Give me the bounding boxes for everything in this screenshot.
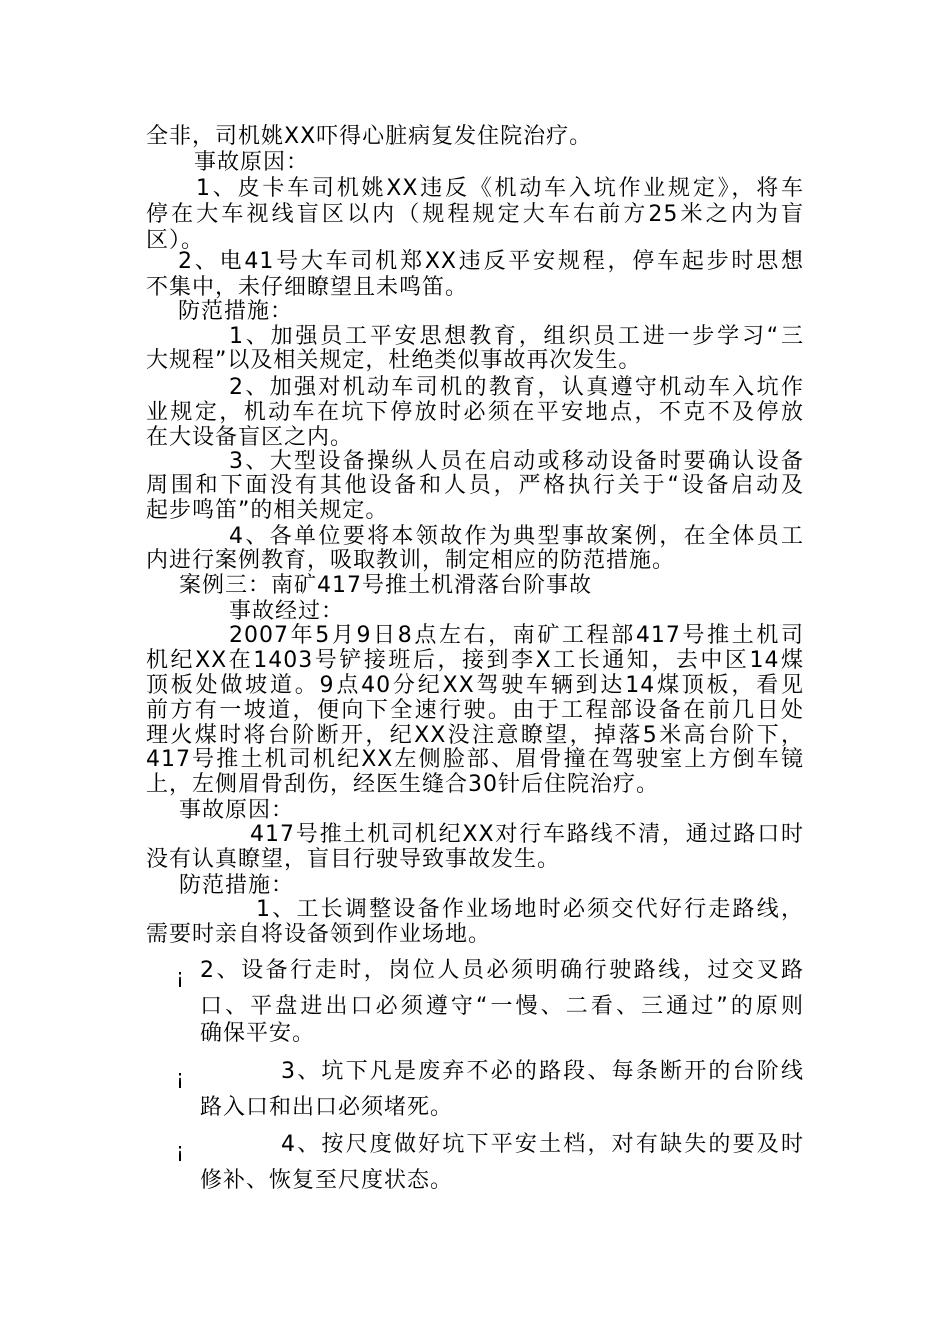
text-line: 停在大车视线盲区以内（规程规定大车右前方25米之内为盲: [146, 202, 804, 227]
case-heading: 案例三：南矿417号推土机滑落台阶事故: [179, 573, 592, 598]
text-line: 2、加强对机动车司机的教育，认真遵守机动车入坑作: [229, 375, 804, 400]
section-heading: 防范措施：: [178, 299, 294, 324]
text-line: 没有认真瞭望，盲目行驶导致事故发生。: [146, 847, 561, 872]
text-line: 在大设备盲区之内。: [146, 425, 354, 450]
text-line: 4、按尺度做好坑下平安土档，对有缺失的要及时: [281, 1132, 804, 1157]
text-line: 口、平盘进出口必须遵守“一慢、二看、三通过”的原则: [200, 994, 804, 1019]
text-line: 机纪XX在1403号铲接班后，接到李X工长通知，去中区14煤: [146, 648, 804, 673]
text-line: 1、加强员工平安思想教育，组织员工进一步学习“三: [229, 324, 804, 349]
text-line: 确保平安。: [200, 1021, 316, 1046]
section-heading: 事故原因：: [194, 150, 310, 175]
text-line: 周围和下面没有其他设备和人员，严格执行关于“设备启动及: [146, 473, 804, 498]
text-line: 2、设备行走时，岗位人员必须明确行驶路线，过交叉路: [200, 958, 804, 983]
text-line: 1、皮卡车司机姚XX违反《机动车入坑作业规定》，将车: [196, 176, 804, 201]
text-line: 417号推土机司机纪XX对行车路线不清，通过路口时: [250, 822, 804, 847]
text-line: 上，左侧眉骨刮伤，经医生缝合30针后住院治疗。: [146, 772, 659, 797]
text-line: 1、工长调整设备作业场地时必须交代好行走路线，: [256, 897, 804, 922]
section-heading: 事故原因：: [179, 798, 295, 823]
text-line: 不集中，未仔细瞭望且未鸣笛。: [146, 275, 469, 300]
text-line: 理火煤时将台阶断开，纪XX没注意瞭望，掉落5米高台阶下，: [146, 723, 804, 748]
text-line: 顶板处做坡道。9点40分纪XX驾驶车辆到达14煤顶板，看见: [146, 673, 804, 698]
text-line: 2、电41号大车司机郑XX违反平安规程，停车起步时思想: [178, 249, 804, 274]
text-line: 全非，司机姚XX吓得心脏病复发住院治疗。: [146, 124, 593, 149]
text-line: 3、大型设备操纵人员在启动或移动设备时要确认设备: [229, 449, 804, 474]
text-line: 修补、恢复至尺度状态。: [200, 1168, 454, 1193]
section-heading: 防范措施：: [179, 873, 295, 898]
text-line: 2007年5月9日8点左右，南矿工程部417号推土机司: [229, 623, 804, 648]
text-line: 4、各单位要将本领故作为典型事故案例，在全体员工: [229, 524, 804, 549]
text-line: 前方有一坡道，便向下全速行驶。由于工程部设备在前几日处: [146, 698, 804, 723]
text-line: 内进行案例教育，吸取教训，制定相应的防范措施。: [146, 548, 676, 573]
text-line: 业规定，机动车在坑下停放时必须在平安地点，不克不及停放: [146, 400, 804, 425]
bullet-marker: ¡: [176, 964, 185, 988]
text-line: 需要时亲自将设备领到作业场地。: [146, 922, 492, 947]
text-line: 大规程”以及相关规定，杜绝类似事故再次发生。: [146, 348, 642, 373]
text-line: 起步鸣笛”的相关规定。: [146, 498, 389, 523]
bullet-marker: ¡: [176, 1065, 185, 1089]
text-line: 路入口和出口必须堵死。: [200, 1095, 454, 1120]
text-line: 417号推土机司机纪XX左侧脸部、眉骨撞在驾驶室上方倒车镜: [146, 747, 804, 772]
bullet-marker: ¡: [176, 1138, 185, 1162]
section-heading: 事故经过：: [229, 599, 345, 624]
text-line: 3、坑下凡是废弃不必的路段、每条断开的台阶线: [281, 1059, 804, 1084]
text-line: 区）。: [146, 228, 205, 253]
